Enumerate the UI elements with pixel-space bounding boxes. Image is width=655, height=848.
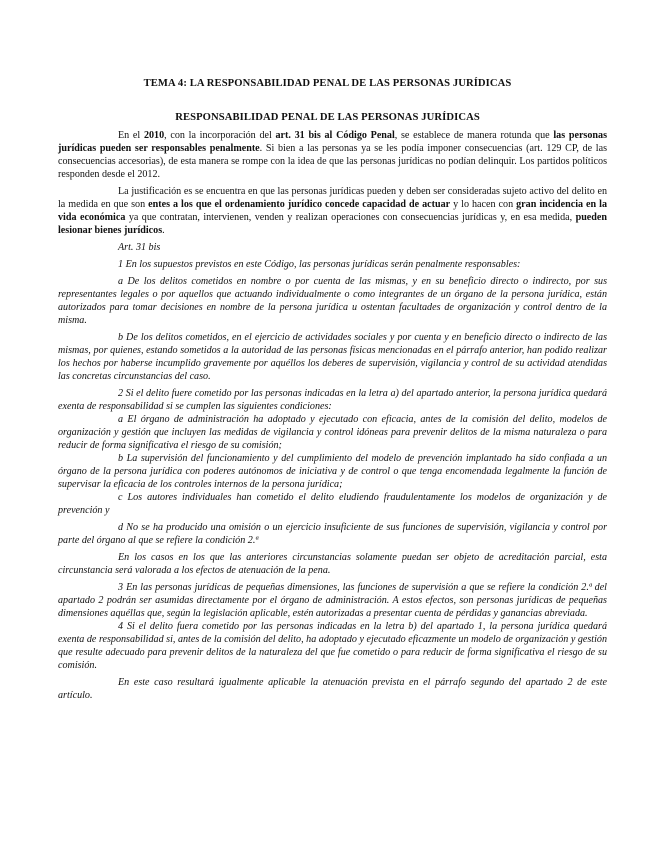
article-section-2: 2 Si el delito fuere cometido por las personas indicadas en la letra a) del apartado anterior, la persona jurídica quedará exenta de responsabilidad si se cumplen las siguientes condiciones: bbox=[58, 388, 607, 412]
article-section-1b: b De los delitos cometidos, en el ejercicio de actividades sociales y por cuenta y en beneficio directo o indirecto de las mismas, por quienes, estando sometidos a la autoridad de las personas físicas mencionadas en el párrafo anterior, han podido realizar los hechos por haberse incumplido gravemente por aquéllos los deberes de supervisión, vigilancia y control de su actividad atendidas las concretas circunstancias del caso. bbox=[58, 332, 607, 382]
article-section-2d: d No se ha producido una omisión o un ejercicio insuficiente de sus funciones de supervisión, vigilancia y control por parte del órgano al que se refiere la condición 2.ª bbox=[58, 522, 607, 546]
article-section-2c: c Los autores individuales han cometido el delito eludiendo fraudulentamente los modelos de organización y de prevención y bbox=[58, 492, 607, 516]
article-ref: art. 31 bis al Código Penal bbox=[275, 130, 395, 141]
article-section-1: 1 En los supuestos previstos en este Código, las personas jurídicas serán penalmente responsables: bbox=[118, 259, 521, 270]
article-section-4: 4 Si el delito fuera cometido por las personas indicadas en la letra b) del apartado 1, la persona jurídica quedará exenta de responsabilidad si, antes de la comisión del delito, ha adoptado y ejecutado eficazmente un modelo de organización y gestión que resulte adecuado para prevenir delitos de la naturaleza del que fue cometido o para reducir de forma significativa el riesgo de su comisión. bbox=[58, 621, 607, 671]
article-section-2a: a El órgano de administración ha adoptado y ejecutado con eficacia, antes de la comisión del delito, modelos de organización y gestión que incluyen las medidas de vigilancia y control idóneas para prevenir delitos de la misma naturaleza o para reducir de forma significativa el riesgo de su comisión; bbox=[58, 414, 607, 451]
paragraph-intro: En el 2010, con la incorporación del art. 31 bis al Código Penal, se establece de manera rotunda que las personas jurídicas pueden ser responsables penalmente. Si bien a las personas ya se les podía imponer consecuencias (art. 129 CP, de las consecuencias accesorias), de esta manera se rompe con la idea de que las personas jurídicas no podían delinquir. Los partidos políticos responden desde el 2012. bbox=[58, 130, 608, 180]
paragraph-justification: La justificación es se encuentra en que las personas jurídicas pueden y deben ser consideradas sujeto activo del delito en la medida en que son entes a los que el ordenamiento jurídico concede capacidad de actuar y lo hacen con gran incidencia en la vida económica ya que contratan, intervienen, venden y realizan operaciones con consecuencias jurídicas y, en esa medida, pueden lesionar bienes jurídicos. bbox=[58, 186, 608, 236]
article-section-3: 3 En las personas jurídicas de pequeñas dimensiones, las funciones de supervisión a que se refiere la condición 2.ª del apartado 2 podrán ser asumidas directamente por el órgano de administración. A estos efectos, son personas jurídicas de pequeñas dimensiones aquéllas que, según la legislación aplicable, estén autorizadas a presentar cuenta de pérdidas y ganancias abreviada. bbox=[58, 582, 607, 619]
article-label: Art. 31 bis bbox=[118, 242, 161, 253]
article-section-1a: a De los delitos cometidos en nombre o por cuenta de las mismas, y en su beneficio directo o indirecto, por sus representantes legales o por aquellos que actuando individualmente o como integrantes de un órgano de la persona jurídica, están autorizados para tomar decisiones en nombre de la persona jurídica u ostentan facultades de organización y control dentro de la misma. bbox=[58, 276, 607, 326]
article-section-2e: En los casos en los que las anteriores circunstancias solamente puedan ser objeto de acreditación parcial, esta circunstancia será valorada a los efectos de atenuación de la pena. bbox=[58, 552, 607, 576]
page-title: TEMA 4: LA RESPONSABILIDAD PENAL DE LAS PERSONAS JURÍDICAS bbox=[143, 78, 512, 89]
article-section-5: En este caso resultará igualmente aplicable la atenuación prevista en el párrafo segundo del apartado 2 de este artículo. bbox=[58, 677, 607, 701]
year-2010: 2010 bbox=[143, 130, 165, 141]
article-section-2b: b La supervisión del funcionamiento y del cumplimiento del modelo de prevención implantado ha sido confiada a un órgano de la persona jurídica con poderes autónomos de iniciativa y de control o que tenga encomendada legalmente la función de supervisar la eficacia de los controles internos de la persona jurídica; bbox=[58, 453, 607, 490]
document-body bbox=[58, 129, 607, 702]
section-title: RESPONSABILIDAD PENAL DE LAS PERSONAS JURÍDICAS bbox=[175, 112, 480, 123]
key-statement: las personas jurídicas pueden ser responsables penalmente bbox=[58, 130, 607, 154]
